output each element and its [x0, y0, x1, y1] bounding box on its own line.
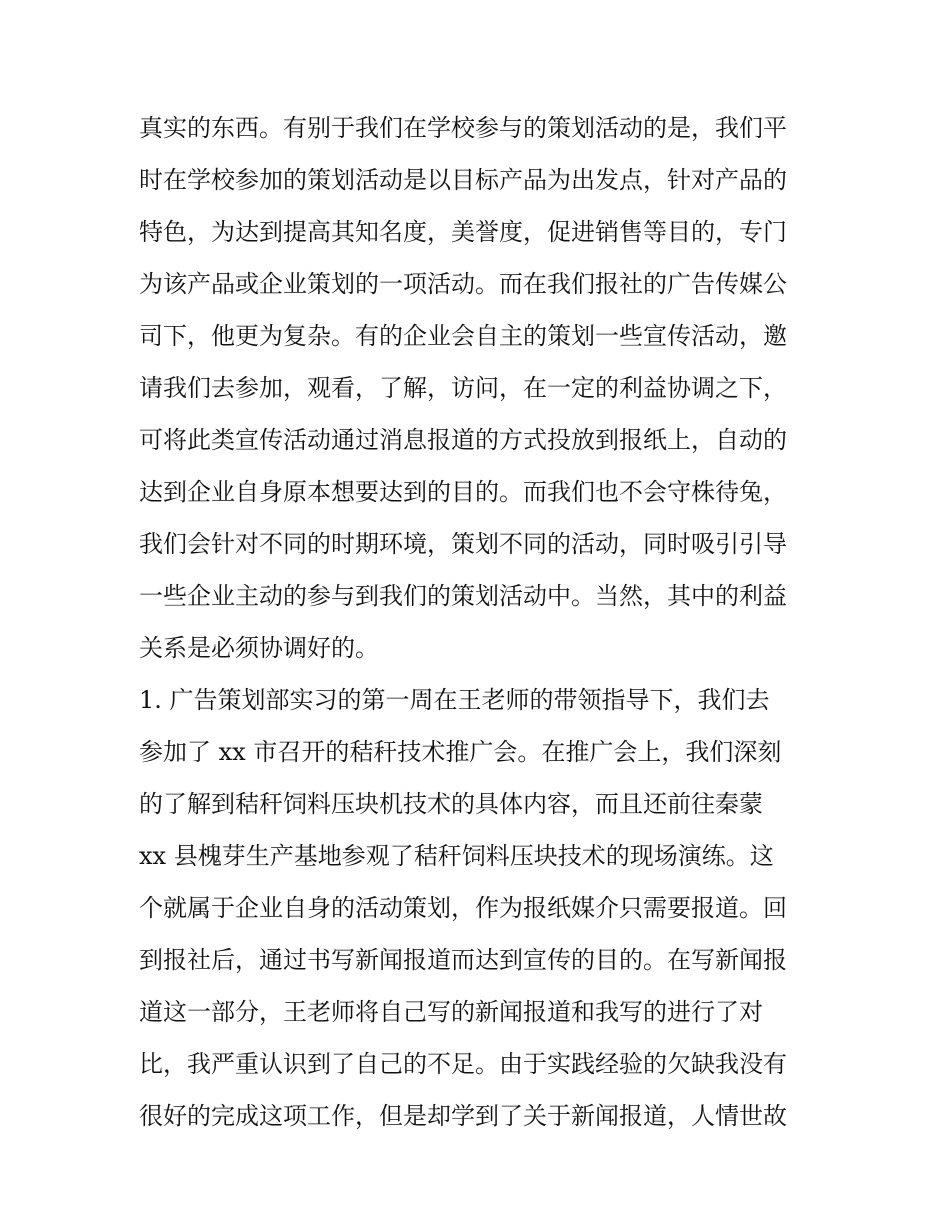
text-line-20: 很好的完成这项工作，但是却学到了关于新闻报道，人情世故 [139, 1102, 787, 1130]
text-line-14: 的了解到秸秆饲料压块机技术的具体内容，而且还前往秦蒙 [139, 790, 763, 818]
text-line-2: 时在学校参加的策划活动是以目标产品为出发点，针对产品的 [139, 166, 787, 194]
text-line-17: 到报社后，通过书写新闻报道而达到宣传的目的。在写新闻报 [139, 946, 787, 974]
text-line-3: 特色，为达到提高其知名度，美誉度，促进销售等目的，专门 [139, 218, 787, 246]
text-line-13: 参加了 xx 市召开的秸秆技术推广会。在推广会上，我们深刻 [139, 738, 782, 766]
text-line-11: 关系是必须协调好的。 [139, 634, 379, 662]
text-line-9: 我们会针对不同的时期环境，策划不同的活动，同时吸引引导 [139, 530, 787, 558]
text-line-4: 为该产品或企业策划的一项活动。而在我们报社的广告传媒公 [139, 270, 787, 298]
text-line-6: 请我们去参加，观看，了解，访问，在一定的利益协调之下， [139, 374, 787, 402]
text-line-16: 个就属于企业自身的活动策划，作为报纸媒介只需要报道。回 [139, 894, 787, 922]
text-line-18: 道这一部分，王老师将自己写的新闻报道和我写的进行了对 [139, 998, 763, 1026]
text-line-5: 司下，他更为复杂。有的企业会自主的策划一些宣传活动，邀 [139, 322, 787, 350]
text-line-10: 一些企业主动的参与到我们的策划活动中。当然，其中的利益 [139, 582, 787, 610]
text-line-7: 可将此类宣传活动通过消息报道的方式投放到报纸上，自动的 [139, 426, 787, 454]
text-line-8: 达到企业自身原本想要达到的目的。而我们也不会守株待兔， [139, 478, 787, 506]
text-line-19: 比，我严重认识到了自己的不足。由于实践经验的欠缺我没有 [139, 1050, 787, 1078]
text-line-1: 真实的东西。有别于我们在学校参与的策划活动的是，我们平 [139, 114, 787, 142]
text-line-15: xx 县槐芽生产基地参观了秸秆饲料压块技术的现场演练。这 [139, 842, 774, 870]
list-item-1: 1. 广告策划部实习的第一周在王老师的带领指导下，我们去 [139, 686, 770, 714]
